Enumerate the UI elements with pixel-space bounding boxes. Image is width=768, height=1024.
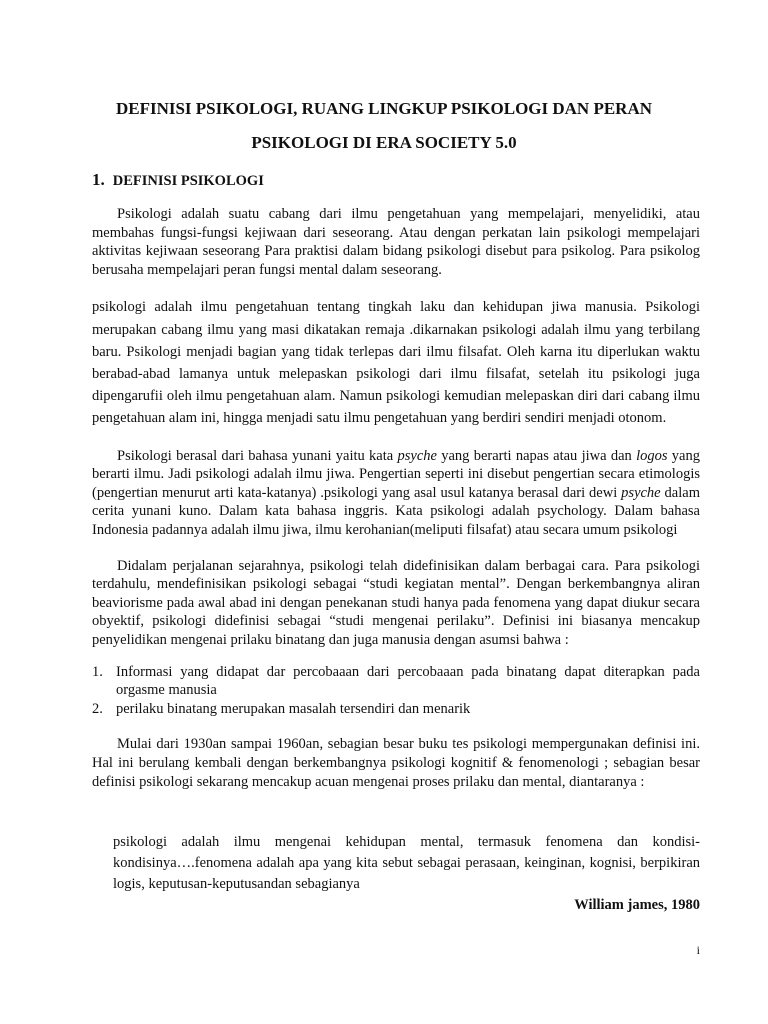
document-title	[92, 92, 676, 160]
list-marker: 2.	[92, 700, 103, 717]
section-heading-text: DEFINISI PSIKOLOGI	[112, 173, 264, 189]
paragraph-1: Psikologi adalah suatu cabang dari ilmu pengetahuan yang mempelajari, menyelidiki, atau membahas fungsi-fungsi kejiwaan dari seseorang. Atau dengan perkatan lain psikologi mempelajari aktivitas kejiwaan seseorang Para praktisi dalam bidang psikologi disebut para psikolog. Para psikolog berusaha mempelajari peran fungsi mental dalam seseorang.	[92, 206, 700, 278]
paragraph-2: psikologi adalah ilmu pengetahuan tentang tingkah laku dan kehidupan jiwa manusia. Psikologi merupakan cabang ilmu yang masi dikatakan remaja .dikarnakan psikologi adalah ilmu yang terbilang baru. Psikologi menjadi bagian yang tidak terlepas dari ilmu filsafat. Oleh karna itu diperlukan waktu berabad-abad lamanya untuk melepaskan psikologi dari ilmu filsafat, setelah itu psikologi juga dipengarufii oleh ilmu pengetahuan alam. Namun psikologi kemudian melepaskan diri dari cabang ilmu pengetahuan alam ini, hingga menjadi satu ilmu pengetahuan yang berdiri sendiri menjadi otonom.	[92, 299, 700, 427]
paragraph-4: Didalam perjalanan sejarahnya, psikologi telah didefinisikan dalam berbagai cara. Para psikologi terdahulu, mendefinisikan psikologi sebagai “studi kegiatan mental”. Dengan berkembangnya aliran beaviorisme pada awal abad ini dengan penekanan studi hanya pada fenomena yang dapat diukur secara obyektif, psikologi didefinisi sebagai “studi mengenai perilaku”. Definisi ini biasanya mencakup penyelidikan mengenai prilaku binatang dan juga manusia dengan asumsi bahwa :	[92, 557, 700, 648]
term-psyche-goddess: psyche	[621, 484, 661, 501]
paragraph-3	[92, 447, 700, 540]
paragraph-3-text-c: yang berarti ilmu. Jadi psikologi adalah ilmu jiwa. Pengertian seperti ini disebut pengertian secara etimologis (pengertian menurut arti kata-katanya) .psikologi yang asal usul katanya berasal dari dewi	[92, 447, 700, 501]
term-logos: logos	[636, 447, 668, 464]
paragraph-3-text-b: yang berarti napas atau jiwa dan	[436, 447, 637, 464]
paragraph-5: Mulai dari 1930an sampai 1960an, sebagian besar buku tes psikologi mempergunakan definisi ini. Hal ini berulang kembali dengan berkembangnya psikologi kognitif & fenomenologi ; sebagian besar definisi psikologi sekarang mencakup acuan mengenai proses prilaku dan mental, diantaranya :	[92, 736, 700, 790]
list-item-text: perilaku binatang merupakan masalah tersendiri dan menarik	[116, 700, 471, 717]
document-body	[92, 205, 700, 915]
quote-citation: William james, 1980	[574, 897, 700, 914]
list-marker: 1.	[92, 663, 103, 680]
list-item	[92, 663, 700, 700]
assumption-list	[92, 663, 700, 719]
block-quote: psikologi adalah ilmu mengenai kehidupan mental, termasuk fenomena dan kondisi-kondisinya….fenomena adalah apa yang kita sebut sebagai perasaan, keinginan, kognisi, berpikiran logis, keputusan-keputusandan sebagianya	[113, 834, 700, 892]
list-item	[92, 700, 700, 719]
paragraph-3-text-a: Psikologi berasal dari bahasa yunani yaitu kata	[117, 447, 398, 464]
page-number: i	[696, 943, 700, 957]
title-line-2: PSIKOLOGI DI ERA SOCIETY 5.0	[251, 133, 517, 152]
list-item-text: Informasi yang didapat dar percobaaan dari percobaaan pada binatang dapat diterapkan pada orgasme manusia	[116, 663, 700, 699]
paragraph-3-text-d: dalam cerita yunani kuno. Dalam kata bahasa inggris. Kata psikologi adalah psychology. Dalam bahasa Indonesia padannya adalah ilmu jiwa, ilmu kerohanian(meliputi filsafat) atau secara umum psikologi	[92, 484, 700, 538]
section-number: 1.	[92, 170, 105, 189]
section-heading	[92, 170, 264, 190]
title-line-1: DEFINISI PSIKOLOGI, RUANG LINGKUP PSIKOLOGI DAN PERAN	[115, 99, 653, 118]
term-psyche: psyche	[397, 447, 437, 464]
